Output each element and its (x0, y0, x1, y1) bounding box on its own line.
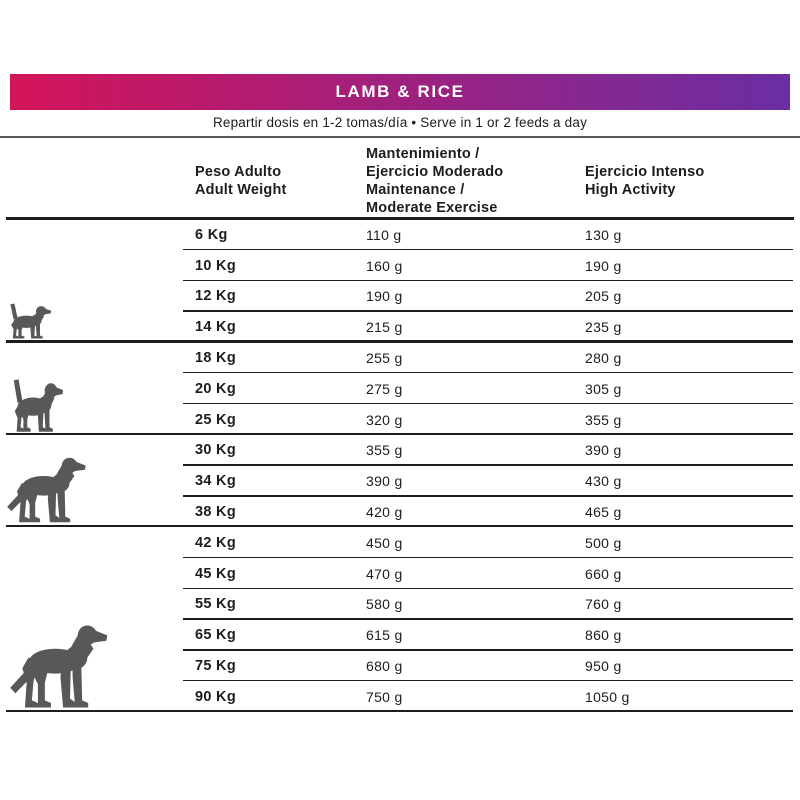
maintenance-cell: 450 g (366, 534, 403, 551)
table-row (0, 497, 800, 528)
weight-cell: 30 Kg (195, 442, 236, 459)
table-row (0, 312, 800, 343)
column-header-maintenance (366, 145, 503, 217)
weight-cell: 34 Kg (195, 473, 236, 490)
table-row (0, 435, 800, 466)
high-activity-cell: 235 g (585, 319, 622, 336)
high-activity-cell: 390 g (585, 442, 622, 459)
maintenance-cell: 680 g (366, 658, 403, 675)
weight-cell: 20 Kg (195, 380, 236, 397)
column-header-high-activity (585, 163, 704, 199)
high-activity-cell: 500 g (585, 534, 622, 551)
header-line: Maintenance / (366, 182, 465, 198)
small-dog-icon (4, 302, 52, 340)
table-row (0, 681, 800, 712)
maintenance-cell: 580 g (366, 596, 403, 613)
maintenance-cell: 420 g (366, 504, 403, 521)
table-row (0, 373, 800, 404)
high-activity-cell: 465 g (585, 504, 622, 521)
table-row (0, 466, 800, 497)
maintenance-cell: 320 g (366, 411, 403, 428)
maintenance-cell: 255 g (366, 350, 403, 367)
high-activity-cell: 305 g (585, 380, 622, 397)
table-row (0, 220, 800, 251)
table-row (0, 620, 800, 651)
maintenance-cell: 390 g (366, 473, 403, 490)
table-row (0, 589, 800, 620)
table-row (0, 651, 800, 682)
weight-cell: 38 Kg (195, 504, 236, 521)
column-header-weight (195, 163, 287, 199)
table-row (0, 343, 800, 374)
high-activity-cell: 860 g (585, 627, 622, 644)
table-row (0, 250, 800, 281)
weight-cell: 65 Kg (195, 627, 236, 644)
weight-cell: 90 Kg (195, 688, 236, 705)
weight-cell: 10 Kg (195, 257, 236, 274)
maintenance-cell: 615 g (366, 627, 403, 644)
maintenance-cell: 160 g (366, 257, 403, 274)
high-activity-cell: 355 g (585, 411, 622, 428)
header-line: Mantenimiento / (366, 146, 480, 162)
weight-cell: 18 Kg (195, 350, 236, 367)
maintenance-cell: 470 g (366, 565, 403, 582)
weight-cell: 45 Kg (195, 565, 236, 582)
high-activity-cell: 430 g (585, 473, 622, 490)
high-activity-cell: 1050 g (585, 688, 630, 705)
flavor-title: LAMB & RICE (335, 82, 465, 101)
weight-cell: 14 Kg (195, 319, 236, 336)
table-row (0, 527, 800, 558)
maintenance-cell: 275 g (366, 380, 403, 397)
maintenance-cell: 110 g (366, 226, 402, 243)
weight-cell: 25 Kg (195, 411, 236, 428)
maintenance-cell: 750 g (366, 688, 403, 705)
header-line: Moderate Exercise (366, 200, 498, 216)
table-row (0, 404, 800, 435)
high-activity-cell: 950 g (585, 658, 622, 675)
high-activity-cell: 205 g (585, 288, 622, 305)
header-line: High Activity (585, 182, 676, 198)
table-row (0, 281, 800, 312)
header-line: Ejercicio Moderado (366, 164, 504, 180)
weight-cell: 12 Kg (195, 288, 236, 305)
maintenance-cell: 190 g (366, 288, 403, 305)
high-activity-cell: 130 g (585, 226, 622, 243)
medium-dog-icon (6, 377, 64, 434)
header-line: Ejercicio Intenso (585, 164, 705, 180)
weight-cell: 75 Kg (195, 658, 236, 675)
header-line: Peso Adulto (195, 164, 282, 180)
maintenance-cell: 355 g (366, 442, 403, 459)
weight-cell: 55 Kg (195, 596, 236, 613)
high-activity-cell: 280 g (585, 350, 622, 367)
feeding-table (0, 220, 800, 713)
high-activity-cell: 190 g (585, 257, 622, 274)
high-activity-cell: 660 g (585, 565, 622, 582)
serving-instructions: Repartir dosis en 1-2 tomas/día • Serve in 1 or 2 feeds a day (212, 115, 588, 130)
weight-cell: 42 Kg (195, 534, 236, 551)
subtitle-divider (0, 136, 800, 138)
giant-dog-icon (5, 622, 109, 711)
header-line: Adult Weight (195, 182, 287, 198)
large-dog-icon (3, 455, 87, 525)
flavor-banner (10, 74, 790, 110)
weight-cell: 6 Kg (195, 226, 228, 243)
high-activity-cell: 760 g (585, 596, 622, 613)
maintenance-cell: 215 g (366, 319, 403, 336)
table-row (0, 558, 800, 589)
